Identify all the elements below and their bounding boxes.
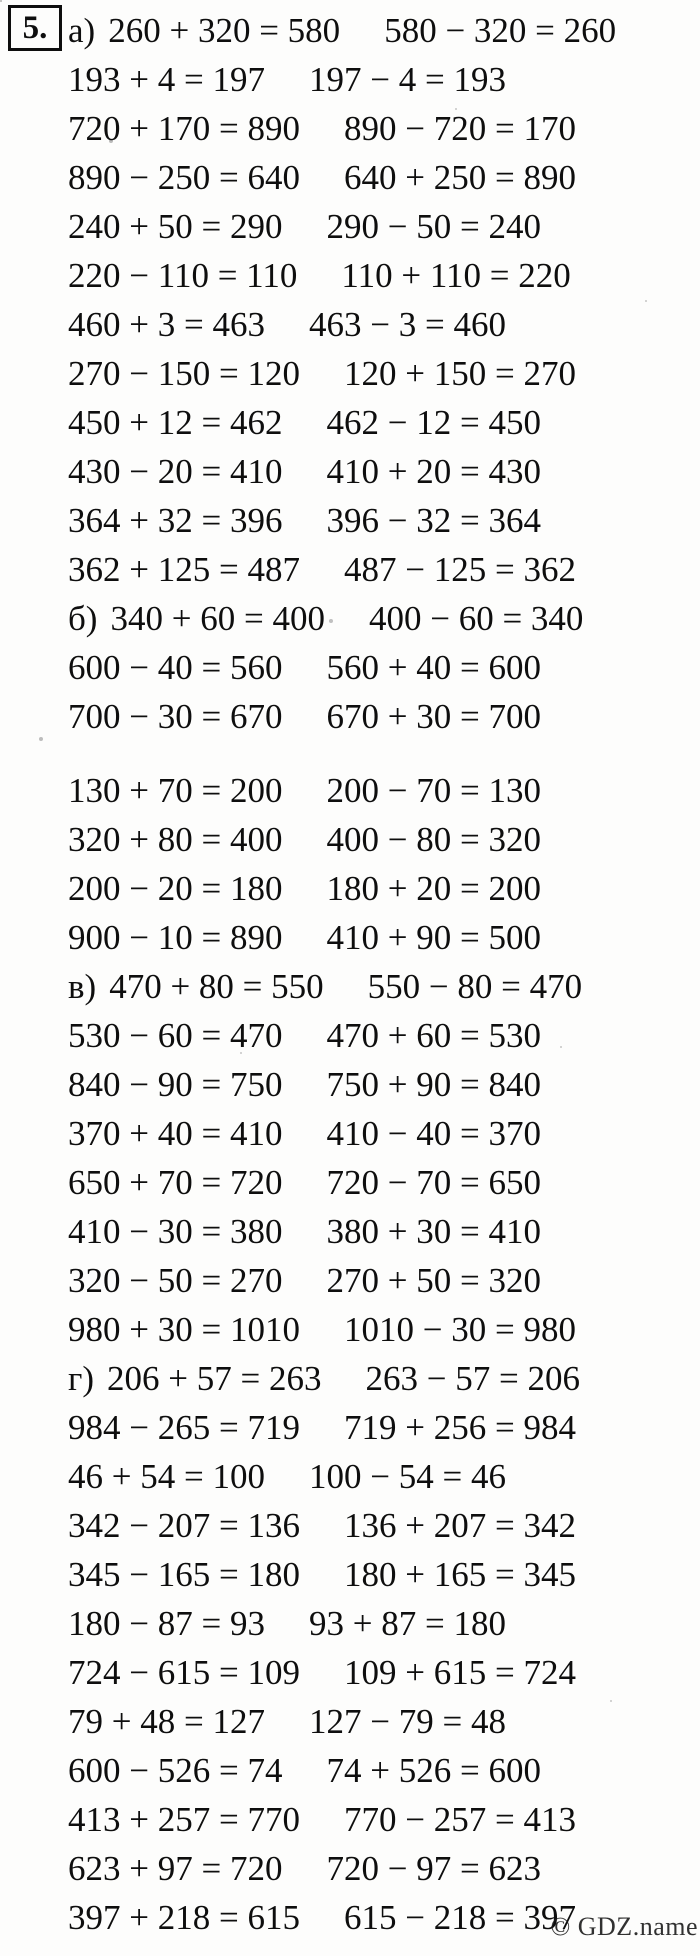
equation-left: 720 + 170 = 890 bbox=[68, 108, 300, 148]
equation-right: 640 + 250 = 890 bbox=[343, 157, 576, 197]
equation-right: 770 − 257 = 413 bbox=[343, 1799, 576, 1839]
equation-left: 340 + 60 = 400 bbox=[110, 598, 325, 638]
scan-noise bbox=[0, 0, 2, 2]
equation-left: 600 − 40 = 560 bbox=[68, 647, 283, 687]
equation-right: 1010 − 30 = 980 bbox=[343, 1309, 576, 1349]
equation-left: 206 + 57 = 263 bbox=[107, 1358, 322, 1398]
equation-left: 980 + 30 = 1010 bbox=[68, 1309, 300, 1349]
equation-left: 180 − 87 = 93 bbox=[68, 1603, 265, 1643]
equation-left: 410 − 30 = 380 bbox=[68, 1211, 283, 1251]
task-number-box bbox=[8, 5, 62, 51]
equation-right: 180 + 165 = 345 bbox=[343, 1554, 576, 1594]
equation-line bbox=[0, 153, 700, 202]
equation-left: 600 − 526 = 74 bbox=[68, 1750, 283, 1790]
equation-right: 463 − 3 = 460 bbox=[308, 304, 506, 344]
equation-left: 370 + 40 = 410 bbox=[68, 1113, 283, 1153]
equation-left: 200 − 20 = 180 bbox=[68, 868, 283, 908]
equation-line bbox=[0, 1844, 700, 1893]
equation-left: 342 − 207 = 136 bbox=[68, 1505, 300, 1545]
equation-left: 984 − 265 = 719 bbox=[68, 1407, 300, 1447]
equation-line bbox=[0, 692, 700, 741]
equation-line bbox=[0, 913, 700, 962]
equation-left: 364 + 32 = 396 bbox=[68, 500, 283, 540]
equation-left: 397 + 218 = 615 bbox=[68, 1897, 300, 1937]
equation-line bbox=[0, 864, 700, 913]
equation-left: 362 + 125 = 487 bbox=[68, 549, 300, 589]
equation-left: 413 + 257 = 770 bbox=[68, 1799, 300, 1839]
equation-line bbox=[0, 1011, 700, 1060]
equation-left: 900 − 10 = 890 bbox=[68, 917, 283, 957]
equation-right: 487 − 125 = 362 bbox=[343, 549, 576, 589]
equation-line bbox=[0, 545, 700, 594]
equation-right: 109 + 615 = 724 bbox=[343, 1652, 576, 1692]
equation-line bbox=[0, 1452, 700, 1501]
equation-line bbox=[0, 104, 700, 153]
equation-line bbox=[0, 1354, 700, 1403]
equation-right: 290 − 50 = 240 bbox=[326, 206, 541, 246]
equation-right: 462 − 12 = 450 bbox=[326, 402, 541, 442]
equation-right: 890 − 720 = 170 bbox=[343, 108, 576, 148]
equation-right: 410 + 90 = 500 bbox=[326, 917, 541, 957]
equation-left: 450 + 12 = 462 bbox=[68, 402, 283, 442]
equation-right: 120 + 150 = 270 bbox=[343, 353, 576, 393]
equation-line bbox=[0, 1207, 700, 1256]
equation-left: 270 − 150 = 120 bbox=[68, 353, 300, 393]
equation-line bbox=[0, 815, 700, 864]
equation-right: 380 + 30 = 410 bbox=[326, 1211, 541, 1251]
equation-line bbox=[0, 300, 700, 349]
equation-line bbox=[0, 1403, 700, 1452]
equation-left: 320 − 50 = 270 bbox=[68, 1260, 283, 1300]
equation-right: 580 − 320 = 260 bbox=[384, 10, 617, 50]
equation-left: 530 − 60 = 470 bbox=[68, 1015, 283, 1055]
equation-right: 670 + 30 = 700 bbox=[326, 696, 541, 736]
equation-right: 110 + 110 = 220 bbox=[341, 255, 571, 295]
watermark: © GDZ.name bbox=[550, 1912, 698, 1941]
equation-right: 550 − 80 = 470 bbox=[367, 966, 583, 1006]
equation-left: 240 + 50 = 290 bbox=[68, 206, 283, 246]
equation-right: 400 − 60 = 340 bbox=[368, 598, 584, 638]
equation-line bbox=[0, 1060, 700, 1109]
equation-line bbox=[0, 1746, 700, 1795]
equation-right: 720 − 97 = 623 bbox=[326, 1848, 541, 1888]
equation-group-label: в) bbox=[68, 966, 97, 1006]
equation-line bbox=[0, 594, 700, 643]
equation-line bbox=[0, 1305, 700, 1354]
equation-line bbox=[0, 1599, 700, 1648]
equation-line bbox=[0, 1109, 700, 1158]
equation-left: 623 + 97 = 720 bbox=[68, 1848, 283, 1888]
equation-right: 180 + 20 = 200 bbox=[326, 868, 541, 908]
equation-right: 470 + 60 = 530 bbox=[326, 1015, 541, 1055]
equation-line bbox=[0, 1550, 700, 1599]
equation-right: 93 + 87 = 180 bbox=[308, 1603, 506, 1643]
equation-right: 560 + 40 = 600 bbox=[326, 647, 541, 687]
equation-line bbox=[0, 766, 700, 815]
equation-line bbox=[0, 1648, 700, 1697]
equation-line bbox=[0, 1501, 700, 1550]
equation-line bbox=[0, 251, 700, 300]
equation-right: 197 − 4 = 193 bbox=[308, 59, 506, 99]
equation-right: 410 + 20 = 430 bbox=[326, 451, 541, 491]
equation-right: 136 + 207 = 342 bbox=[343, 1505, 576, 1545]
equation-left: 460 + 3 = 463 bbox=[68, 304, 265, 344]
equation-line bbox=[0, 202, 700, 251]
equation-right: 100 − 54 = 46 bbox=[308, 1456, 506, 1496]
equation-line bbox=[0, 962, 700, 1011]
equation-line bbox=[0, 6, 700, 55]
equations-list bbox=[0, 6, 700, 1942]
equation-line bbox=[0, 1158, 700, 1207]
equation-line bbox=[0, 496, 700, 545]
equation-right: 719 + 256 = 984 bbox=[343, 1407, 576, 1447]
equation-right: 400 − 80 = 320 bbox=[326, 819, 541, 859]
equation-left: 320 + 80 = 400 bbox=[68, 819, 283, 859]
equation-group-label: г) bbox=[68, 1358, 95, 1398]
equation-line bbox=[0, 349, 700, 398]
equation-left: 130 + 70 = 200 bbox=[68, 770, 283, 810]
equation-left: 470 + 80 = 550 bbox=[109, 966, 324, 1006]
equation-left: 700 − 30 = 670 bbox=[68, 696, 283, 736]
equation-line bbox=[0, 447, 700, 496]
equation-group-label: б) bbox=[68, 598, 98, 638]
equation-line bbox=[0, 1795, 700, 1844]
equation-left: 724 − 615 = 109 bbox=[68, 1652, 300, 1692]
equation-right: 750 + 90 = 840 bbox=[326, 1064, 541, 1104]
equation-left: 46 + 54 = 100 bbox=[68, 1456, 265, 1496]
equation-line bbox=[0, 55, 700, 104]
equation-left: 430 − 20 = 410 bbox=[68, 451, 283, 491]
equation-line bbox=[0, 398, 700, 447]
equation-left: 890 − 250 = 640 bbox=[68, 157, 300, 197]
equation-right: 410 − 40 = 370 bbox=[326, 1113, 541, 1153]
equation-right: 396 − 32 = 364 bbox=[326, 500, 541, 540]
equation-left: 193 + 4 = 197 bbox=[68, 59, 265, 99]
equation-line bbox=[0, 1697, 700, 1746]
equation-right: 720 − 70 = 650 bbox=[326, 1162, 541, 1202]
equation-right: 270 + 50 = 320 bbox=[326, 1260, 541, 1300]
equation-right: 127 − 79 = 48 bbox=[308, 1701, 506, 1741]
equation-left: 840 − 90 = 750 bbox=[68, 1064, 283, 1104]
equation-left: 260 + 320 = 580 bbox=[108, 10, 341, 50]
equation-right: 615 − 218 = 397 bbox=[343, 1897, 576, 1937]
equation-line bbox=[0, 643, 700, 692]
equation-group-label: а) bbox=[68, 10, 96, 50]
equation-left: 345 − 165 = 180 bbox=[68, 1554, 300, 1594]
equation-line bbox=[0, 1256, 700, 1305]
equation-left: 650 + 70 = 720 bbox=[68, 1162, 283, 1202]
equation-right: 74 + 526 = 600 bbox=[326, 1750, 541, 1790]
task-number: 5. bbox=[22, 9, 48, 46]
equation-right: 263 − 57 = 206 bbox=[365, 1358, 580, 1398]
equation-right: 200 − 70 = 130 bbox=[326, 770, 541, 810]
equation-left: 220 − 110 = 110 bbox=[68, 255, 298, 295]
equation-left: 79 + 48 = 127 bbox=[68, 1701, 265, 1741]
